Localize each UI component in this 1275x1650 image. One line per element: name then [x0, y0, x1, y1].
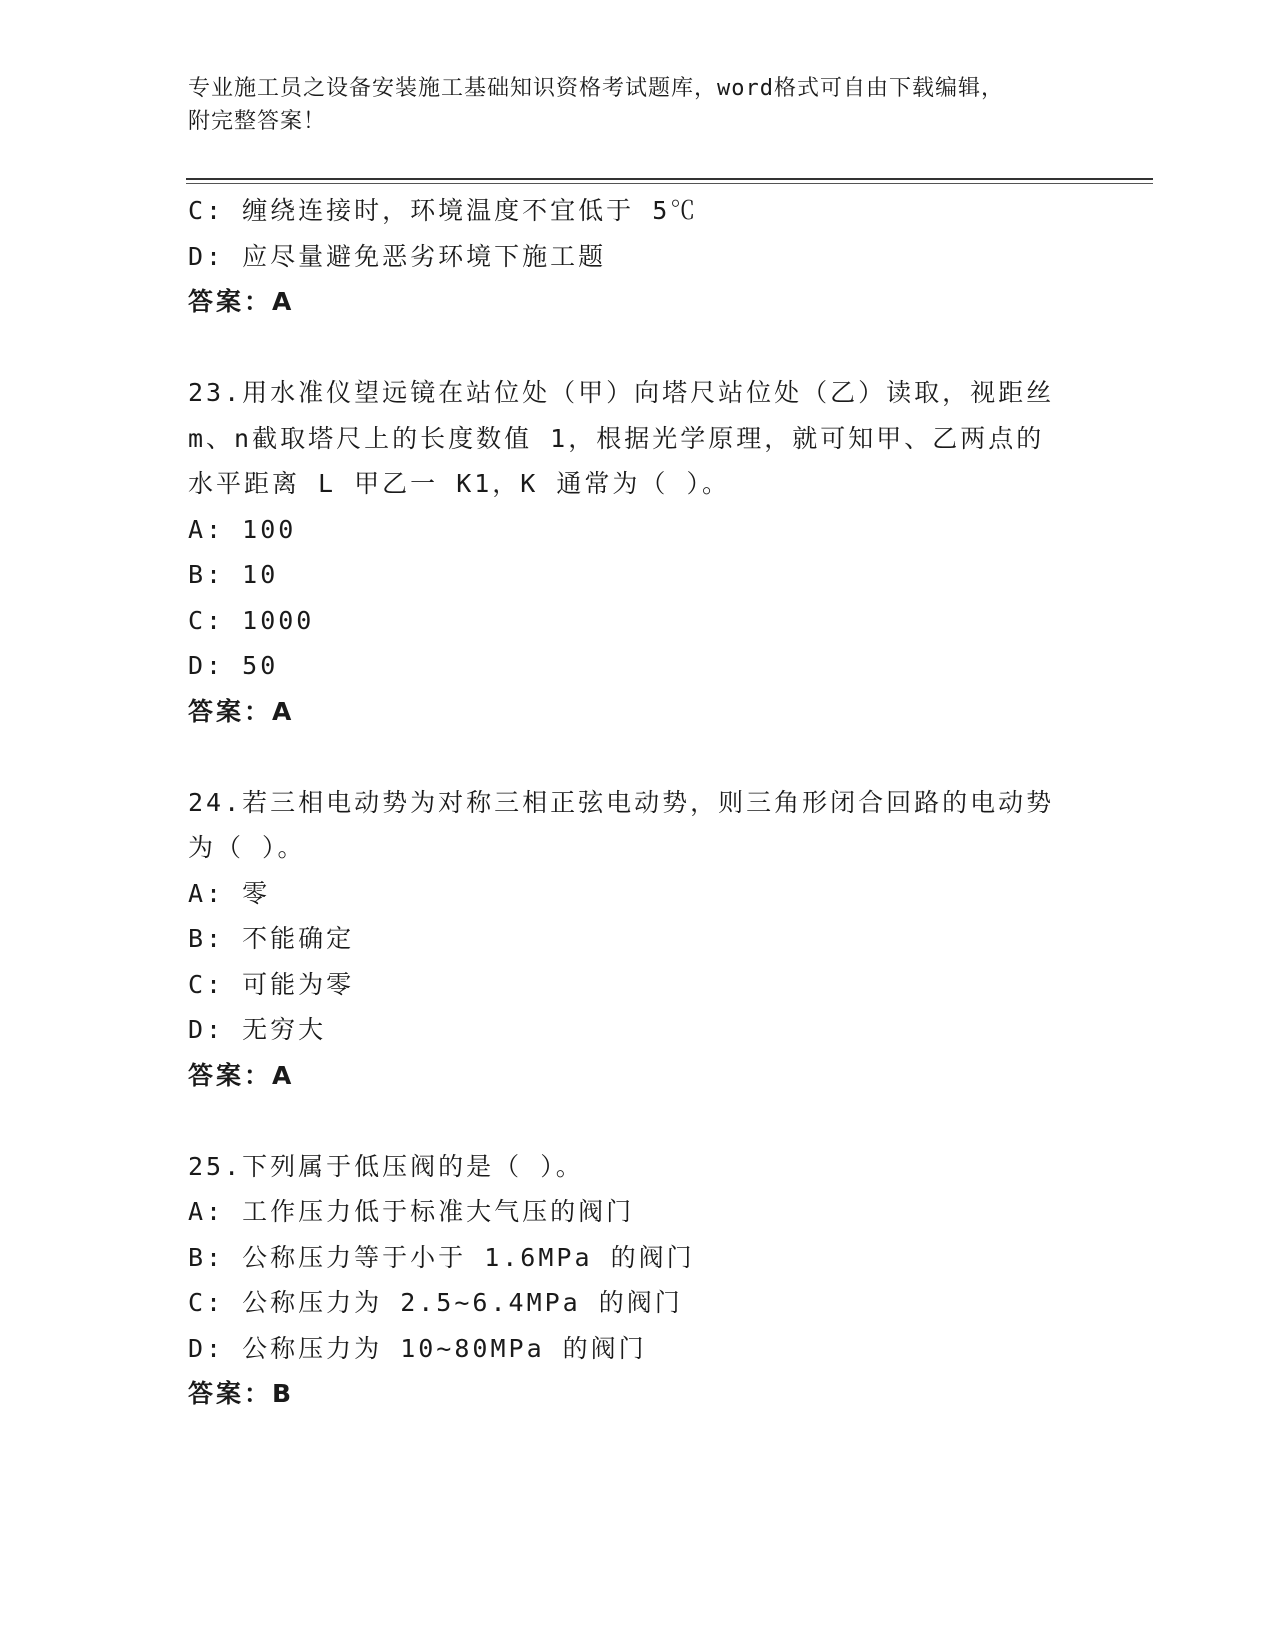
option-c: C: 1000 [188, 605, 315, 635]
answer-line: 答案：A [188, 696, 295, 726]
header-divider-thick [186, 178, 1153, 180]
option-b: B: 公称压力等于小于 1.6MPa 的阀门 [188, 1242, 695, 1272]
answer-line: 答案：A [188, 1060, 295, 1090]
option-d: D: 无穷大 [188, 1015, 327, 1044]
option-c: C: 缠绕连接时，环境温度不宜低于 5℃ [188, 196, 699, 225]
option-b: B: 10 [188, 560, 279, 589]
question-spacer [188, 1098, 1108, 1144]
question-spacer [188, 734, 1108, 780]
option-c: C: 公称压力为 2.5~6.4MPa 的阀门 [188, 1288, 683, 1317]
option-a: A: 零 [188, 878, 271, 908]
option-d: D: 公称压力为 10~80MPa 的阀门 [188, 1333, 647, 1363]
question-24 [188, 780, 1108, 1099]
question-23 [188, 370, 1108, 734]
question-25 [188, 1144, 1108, 1417]
document-header [188, 72, 1088, 138]
option-d: D: 50 [188, 651, 279, 680]
question-spacer [188, 325, 1108, 371]
option-d: D: 应尽量避免恶劣环境下施工题 [188, 241, 607, 271]
question-stem-line: m、n截取塔尺上的长度数值 1，根据光学原理，就可知甲、乙两点的 [188, 423, 1045, 453]
option-a: A: 100 [188, 514, 297, 544]
answer-line: 答案：B [188, 1379, 295, 1408]
question-stem-line: 23.用水准仪望远镜在站位处（甲）向塔尺站位处（乙）读取，视距丝 [188, 378, 1055, 407]
header-divider-thin [186, 183, 1153, 184]
question-stem-line: 水平距离 L 甲乙一 K1，K 通常为（ ）。 [188, 469, 730, 498]
question-stem-line: 25.下列属于低压阀的是（ ）。 [188, 1151, 584, 1181]
answer-line: 答案：A [188, 287, 295, 316]
option-b: B: 不能确定 [188, 924, 355, 953]
option-a: A: 工作压力低于标准大气压的阀门 [188, 1197, 635, 1226]
question-list [188, 188, 1108, 1417]
question-stem-line: 为（ ）。 [188, 833, 306, 862]
question-stem-line: 24.若三相电动势为对称三相正弦电动势，则三角形闭合回路的电动势 [188, 787, 1055, 817]
question-22-continued [188, 188, 1108, 325]
header-line-2: 附完整答案！ [188, 109, 327, 134]
option-c: C: 可能为零 [188, 969, 355, 999]
header-line-1: 专业施工员之设备安装施工基础知识资格考试题库，word格式可自由下载编辑， [188, 76, 1004, 101]
